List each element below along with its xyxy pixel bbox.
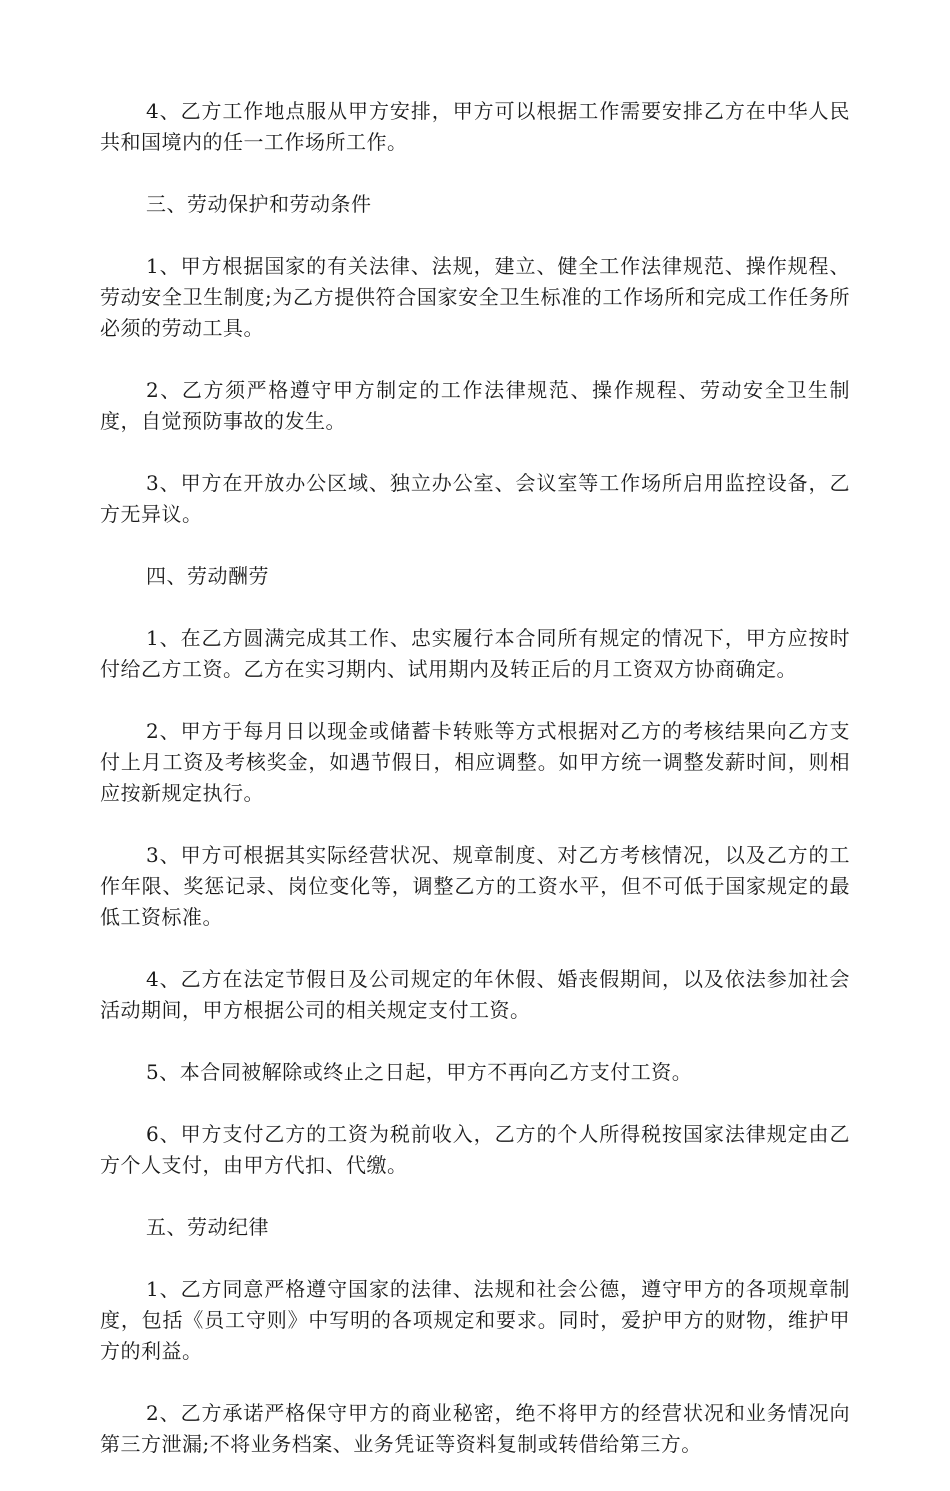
clause-salary-adjustment: 3、甲方可根据其实际经营状况、规章制度、对乙方考核情况，以及乙方的工作年限、奖惩记录、岗位变化等，调整乙方的工资水平，但不可低于国家规定的最低工资标准。 <box>100 843 850 929</box>
section-heading-discipline: 五、劳动纪律 <box>146 1215 269 1239</box>
clause-trade-secrets: 2、乙方承诺严格保守甲方的商业秘密，绝不将甲方的经营状况和业务情况向第三方泄漏;不将业务档案、业务凭证等资料复制或转借给第三方。 <box>100 1401 850 1456</box>
clause-termination-pay: 5、本合同被解除或终止之日起，甲方不再向乙方支付工资。 <box>146 1060 693 1084</box>
document-body <box>100 96 850 1491</box>
clause-obey-rules: 1、乙方同意严格遵守国家的法律、法规和社会公德，遵守甲方的各项规章制度，包括《员工守则》中写明的各项规定和要求。同时，爱护甲方的财物，维护甲方的利益。 <box>100 1277 850 1363</box>
clause-work-location: 4、乙方工作地点服从甲方安排，甲方可以根据工作需要安排乙方在中华人民共和国境内的任一工作场所工作。 <box>100 99 850 154</box>
section-heading-labor-protection: 三、劳动保护和劳动条件 <box>146 192 372 216</box>
clause-salary-payment: 1、在乙方圆满完成其工作、忠实履行本合同所有规定的情况下，甲方应按时付给乙方工资。乙方在实习期内、试用期内及转正后的月工资双方协商确定。 <box>100 626 850 681</box>
clause-safety-rules: 1、甲方根据国家的有关法律、法规，建立、健全工作法律规范、操作规程、劳动安全卫生制度;为乙方提供符合国家安全卫生标准的工作场所和完成工作任务所必须的劳动工具。 <box>100 254 850 340</box>
clause-holiday-pay: 4、乙方在法定节假日及公司规定的年休假、婚丧假期间，以及依法参加社会活动期间，甲方根据公司的相关规定支付工资。 <box>100 967 850 1022</box>
clause-income-tax: 6、甲方支付乙方的工资为税前收入，乙方的个人所得税按国家法律规定由乙方个人支付，由甲方代扣、代缴。 <box>100 1122 850 1177</box>
clause-pay-date: 2、甲方于每月日以现金或储蓄卡转账等方式根据对乙方的考核结果向乙方支付上月工资及考核奖金，如遇节假日，相应调整。如甲方统一调整发薪时间，则相应按新规定执行。 <box>100 719 850 805</box>
clause-monitoring-equipment: 3、甲方在开放办公区域、独立办公室、会议室等工作场所启用监控设备，乙方无异议。 <box>100 471 850 526</box>
section-heading-remuneration: 四、劳动酬劳 <box>146 564 269 588</box>
clause-comply-regulations: 2、乙方须严格遵守甲方制定的工作法律规范、操作规程、劳动安全卫生制度，自觉预防事故的发生。 <box>100 378 850 433</box>
